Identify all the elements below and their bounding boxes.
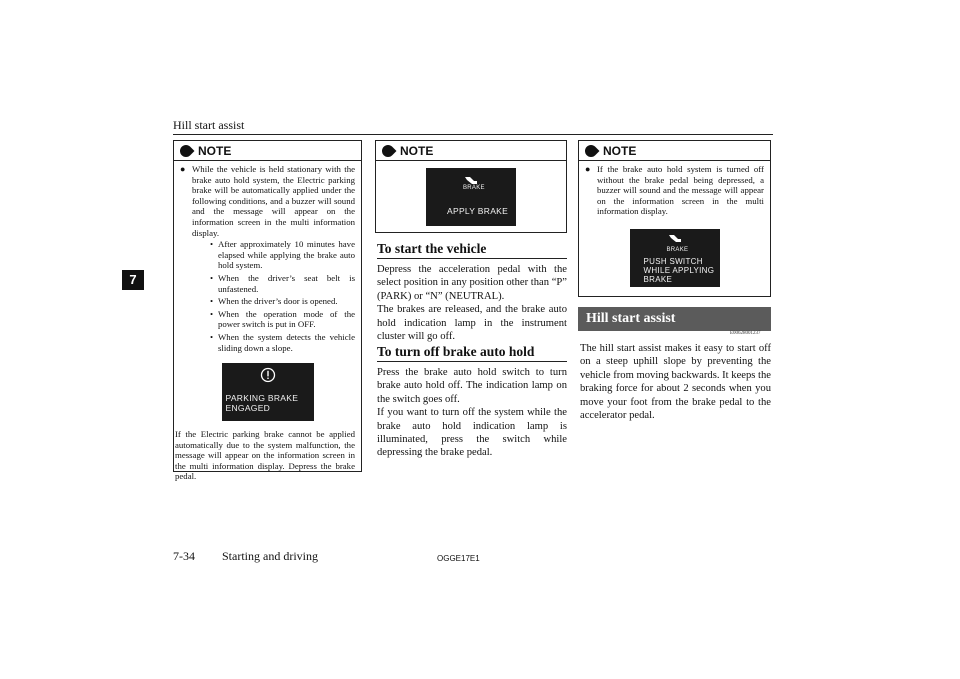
page-number: 7-34 [173,549,195,563]
note-bullet [585,164,764,217]
foot-pedal-icon [668,233,682,245]
condition-item: • When the system detects the vehicle sliding down a slope. [210,332,355,353]
display-screen-parking-brake [222,363,314,421]
note-bullet [180,164,355,355]
bullet-marker: ● [180,164,186,174]
paragraph: The brakes are released, and the brake auto hold indication lamp in the instrument cluster will go off. [377,304,567,343]
header-title: Hill start assist [173,118,245,132]
section-heading-turn-off: To turn off brake auto hold [377,344,567,362]
note-bullet-text: While the vehicle is held stationary with the brake auto hold system, the Electric parking brake will be automatically applied under the following conditions, and a buzzer will sound and the message will appear on the information screen in the multi information display. [192,164,355,238]
note-label: NOTE [400,143,434,158]
screen-main-text: APPLY BRAKE [447,206,509,216]
screen-line-1: PUSH SWITCH [643,256,703,266]
exclamation-circle-icon [260,367,276,385]
condition-item: • When the driver’s door is opened. [210,296,355,307]
note-bullet-text: If the brake auto hold system is turned off without the brake pedal being depressed, a buzzer will sound and the message will appear on the information screen in the multi information display. [597,164,764,217]
hill-start-text: The hill start assist makes it easy to start off on a steep uphill slope by preventing the vehicle from moving backwards. It keeps the braking force for about 2 seconds when you move your foot from the brake pedal to the accelerator pedal. [580,343,771,422]
note-box-right [578,140,771,297]
condition-list [210,239,355,353]
paragraph: Press the brake auto hold switch to turn brake auto hold off. The indication lamp on the switch goes off. [377,367,567,405]
header-rule [173,134,773,135]
chapter-tab: 7 [122,270,144,290]
footer-section: Starting and driving [222,549,318,563]
screen-line-1: PARKING BRAKE [225,393,299,404]
note-label: NOTE [603,143,637,158]
note-label: NOTE [198,143,232,158]
screen-line-2: WHILE APPLYING [643,265,715,275]
screen-line-3: BRAKE [643,274,673,284]
screen-small-label: BRAKE [666,246,689,253]
note-header [579,141,770,161]
section-title-hill-start: Hill start assist [578,307,771,331]
condition-item: • When the operation mode of the power switch is put in OFF. [210,309,355,330]
paragraph: If you want to turn off the system while the brake auto hold indication lamp is illuminated, press the switch while depressing the brake pedal. [377,407,567,459]
display-screen-apply-brake [426,168,516,226]
screen-small-label: BRAKE [463,185,485,191]
screen-line-2: ENGAGED [225,403,271,414]
bullet-marker: ● [585,164,591,174]
note-box-left [173,140,362,482]
note-box-middle [375,140,567,233]
condition-item: • When the driver’s seat belt is unfastened. [210,273,355,294]
note-header [376,141,566,161]
display-screen-push-switch [630,229,720,287]
note-icon [583,142,600,159]
note-after-text: If the Electric parking brake cannot be applied automatically due to the system malfunction, the message will appear on the information screen in the multi information display. Depress the brake pedal. [175,429,355,482]
paragraph: Depress the acceleration pedal with the select position in any position other than “P” (PARK) or “N” (NEUTRAL). [377,264,567,302]
note-icon [178,142,195,159]
note-header [174,141,361,161]
start-vehicle-text [377,263,567,343]
section-heading-start-vehicle: To start the vehicle [377,241,567,259]
note-body [579,161,770,291]
note-icon [380,142,397,159]
condition-item: • After approximately 10 minutes have elapsed while applying the brake auto hold system. [210,239,355,271]
section-code: E00628001237 [730,331,761,336]
turn-off-text [377,366,567,460]
document-code: OGGE17E1 [437,554,480,563]
note-body [174,161,361,486]
